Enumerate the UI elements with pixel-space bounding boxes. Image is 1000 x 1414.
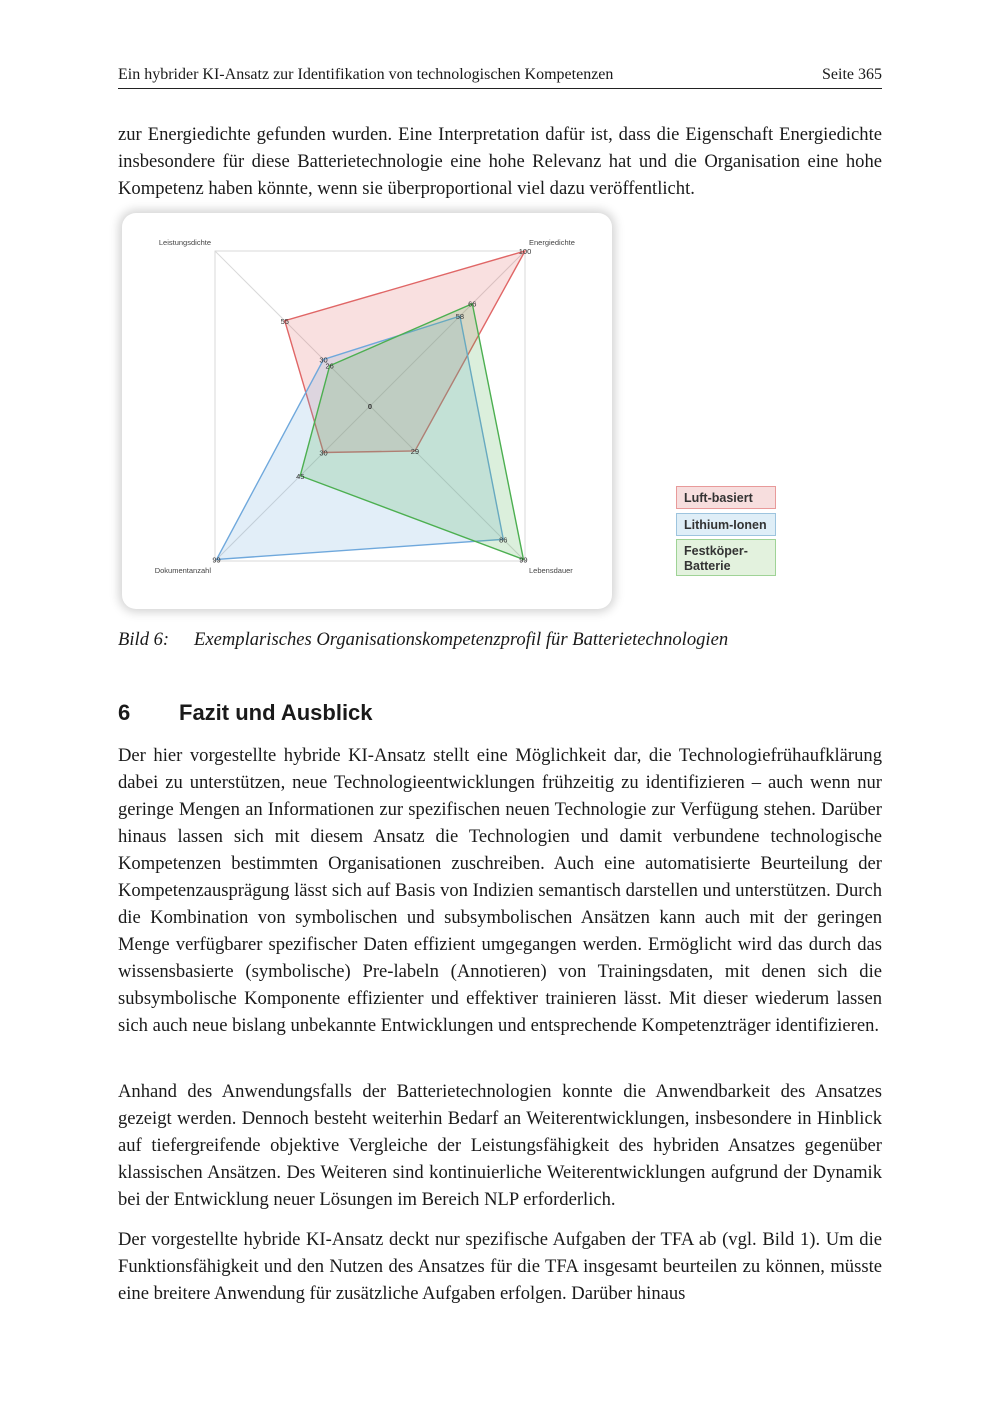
figure-caption: [118, 629, 728, 651]
data-label: 66: [468, 299, 477, 309]
page-number: Seite 365: [822, 66, 882, 83]
intro-paragraph: zur Energiedichte gefunden wurden. Eine Interpretation dafür ist, dass die Eigenschaft Energiedichte insbesondere für diese Batterietechnologie eine hohe Relevanz hat und die Organisation eine hohe Kompetenz haben könnte, wenn sie überproportional viel dazu veröffentlicht.: [118, 124, 882, 199]
radar-chart: [122, 213, 612, 609]
data-label: 30: [319, 448, 328, 458]
caption-text: Exemplarisches Organisationskompetenzprofil für Batterietechnologien: [194, 629, 729, 650]
data-label: 26: [325, 361, 334, 371]
section-number: 6: [118, 700, 131, 725]
data-label: 30: [319, 355, 328, 365]
radar-chart-figure: [122, 213, 612, 609]
data-label: 55: [280, 316, 289, 326]
axis-label: Energiedichte: [529, 238, 575, 247]
section-heading: [118, 700, 373, 726]
axis-label: Dokumentanzahl: [154, 566, 211, 575]
paragraph-3: Der vorgestellte hybride KI-Ansatz deckt nur spezifische Aufgaben der TFA ab (vgl. Bild 1). Um die Funktionsfähigkeit und den Nutzen des Ansatzes für die TFA insgesamt beurteilen zu können, müsste eine breitere Anwendung für zusätzliche Aufgaben erfolgen. Darüber hinaus: [118, 1229, 882, 1304]
axis-label: Lebensdauer: [529, 566, 573, 575]
paragraph-2: Anhand des Anwendungsfalls der Batterietechnologien konnte die Anwendbarkeit des Ansatzes gezeigt werden. Dennoch besteht weiterhin Bedarf an Weiterentwicklungen, insbesondere in Hinblick auf tiefergreifende objektive Vergleiche der Leistungsfähigkeit des hybriden Ansatzes gegenüber klassischen Ansätzen. Des Weiteren sind kontinuierliche Weiterentwicklungen aufgrund der Dynamik bei der Entwicklung neuer Lösungen im Bereich NLP erforderlich.: [118, 1081, 882, 1210]
data-label: 45: [296, 471, 305, 481]
caption-label: Bild 6:: [118, 629, 170, 650]
legend-item-lithium-ionen: Lithium-Ionen: [676, 513, 776, 536]
legend-item-luft-basiert: Luft-basiert: [676, 486, 776, 509]
legend-item-festkoeper-batterie: Festköper- Batterie: [676, 539, 776, 576]
data-label: 99: [212, 555, 221, 565]
running-header: [118, 64, 882, 89]
section-title: Fazit und Ausblick: [179, 700, 373, 725]
data-label: 99: [519, 555, 528, 565]
data-label: 58: [455, 312, 465, 322]
data-label: 29: [410, 446, 420, 456]
data-label: 86: [499, 535, 508, 545]
header-title: Ein hybrider KI-Ansatz zur Identifikation von technologischen Kompetenzen: [118, 66, 614, 83]
data-label: 100: [518, 247, 532, 256]
axis-label: Leistungsdichte: [158, 238, 211, 247]
center-label: 0: [367, 402, 373, 411]
paragraph-1: Der hier vorgestellte hybride KI-Ansatz stellt eine Möglichkeit dar, die Technologiefrühaufklärung dabei zu unterstützen, neue Technologieentwicklungen frühzeitig zu identifizieren – auch wenn nur geringe Mengen an Informationen zur spezifischen neuen Technologie zur Verfügung stehen. Darüber hinaus lassen sich mit diesem Ansatz die Technologien und damit verbundene technologische Kompetenzen bestimmten Organisationen zuschreiben. Auch eine automatisierte Beurteilung der Kompetenzausprägung lässt sich auf Basis von Indizien semantisch darstellen und unterstützen. Durch die Kombination von symbolischen und subsymbolischen Ansätzen kann auch mit der geringen Menge verfügbarer spezifischer Daten effizient umgegangen werden. Ermöglicht wird das durch das wissensbasierte (symbolische) Pre-labeln (Annotieren) von Trainingsdaten, mit denen sich die subsymbolische Komponente effizienter und effektiver trainieren lässt. Mit dieser wiederum lassen sich auch neue bislang unbekannte Entwicklungen und entsprechende Kompetenzträger identifizieren.: [118, 745, 882, 1036]
